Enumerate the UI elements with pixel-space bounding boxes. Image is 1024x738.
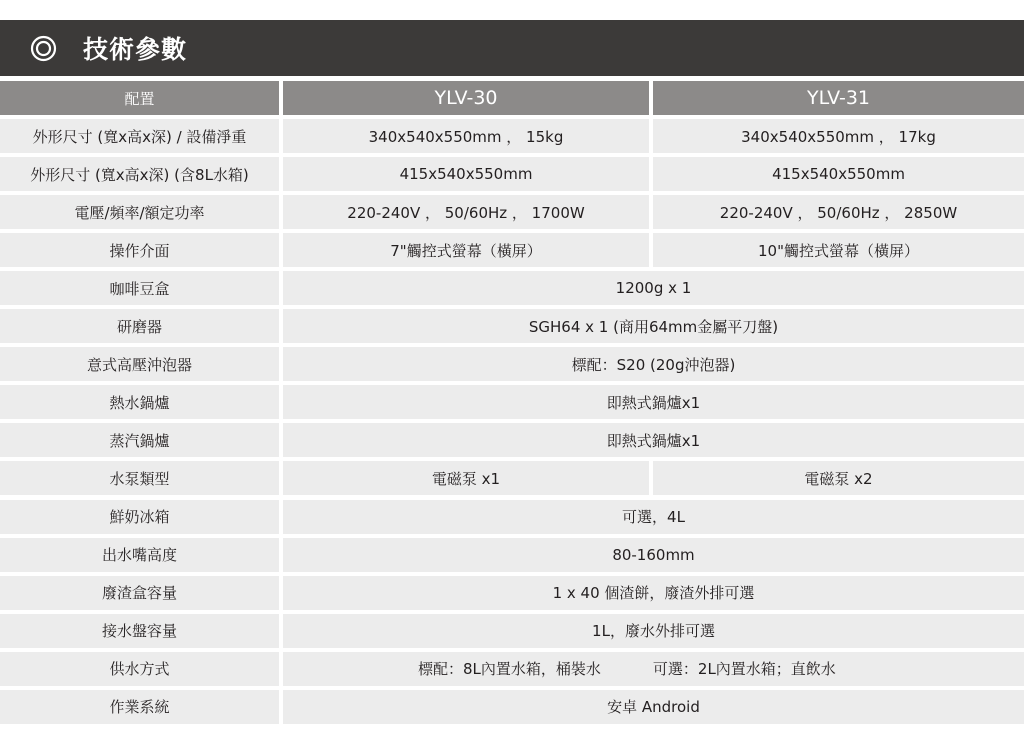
row-label: 操作介面 [0,233,279,267]
row-value-shared: 安卓 Android [283,690,1024,724]
row-label: 蒸汽鍋爐 [0,423,279,457]
row-value-shared: 可選，4L [283,500,1024,534]
row-value-shared: 1 x 40 個渣餅，廢渣外排可選 [283,576,1024,610]
row-label: 電壓/頻率/額定功率 [0,195,279,229]
water-supply-standard: 標配：8L內置水箱，桶裝水 [418,660,601,679]
row-label: 供水方式 [0,652,279,686]
row-value-ylv30: 220-240V ， 50/60Hz ， 1700W [283,195,649,229]
row-value-shared: 80-160mm [283,538,1024,572]
header-config: 配置 [0,81,279,115]
row-label: 水泵類型 [0,461,279,495]
title-banner [0,20,1024,76]
row-label: 熱水鍋爐 [0,385,279,419]
row-value-shared: 標配：S20 (20g沖泡器) [283,347,1024,381]
row-value-shared [283,652,1024,686]
header-model-ylv31: YLV-31 [653,81,1024,115]
row-value-shared: SGH64 x 1 (商用64mm金屬平刀盤) [283,309,1024,343]
row-value-ylv31: 10"觸控式螢幕（橫屏） [653,233,1024,267]
double-circle-icon [30,35,57,62]
row-value-ylv31: 340x540x550mm ， 17kg [653,119,1024,153]
row-value-ylv30: 7"觸控式螢幕（橫屏） [283,233,649,267]
water-supply-optional: 可選：2L內置水箱；直飲水 [652,660,836,679]
row-value-ylv30: 電磁泵 x1 [283,461,649,495]
row-value-ylv30: 340x540x550mm ， 15kg [283,119,649,153]
row-value-shared: 即熱式鍋爐x1 [283,385,1024,419]
row-label: 廢渣盒容量 [0,576,279,610]
row-label: 接水盤容量 [0,614,279,648]
row-value-ylv31: 220-240V ， 50/60Hz ， 2850W [653,195,1024,229]
header-model-ylv30: YLV-30 [283,81,649,115]
row-value-shared: 即熱式鍋爐x1 [283,423,1024,457]
row-value-ylv31: 電磁泵 x2 [653,461,1024,495]
row-label: 研磨器 [0,309,279,343]
row-label: 鮮奶冰箱 [0,500,279,534]
row-label: 外形尺寸 (寬x高x深) / 設備淨重 [0,119,279,153]
row-value-shared: 1L，廢水外排可選 [283,614,1024,648]
row-label: 出水嘴高度 [0,538,279,572]
row-value-ylv31: 415x540x550mm [653,157,1024,191]
page-title: 技術參數 [83,35,188,64]
row-label: 咖啡豆盒 [0,271,279,305]
row-label: 外形尺寸 (寬x高x深) (含8L水箱) [0,157,279,191]
spec-table [0,81,1024,724]
row-label: 作業系統 [0,690,279,724]
row-label: 意式高壓沖泡器 [0,347,279,381]
row-value-shared: 1200g x 1 [283,271,1024,305]
row-value-ylv30: 415x540x550mm [283,157,649,191]
